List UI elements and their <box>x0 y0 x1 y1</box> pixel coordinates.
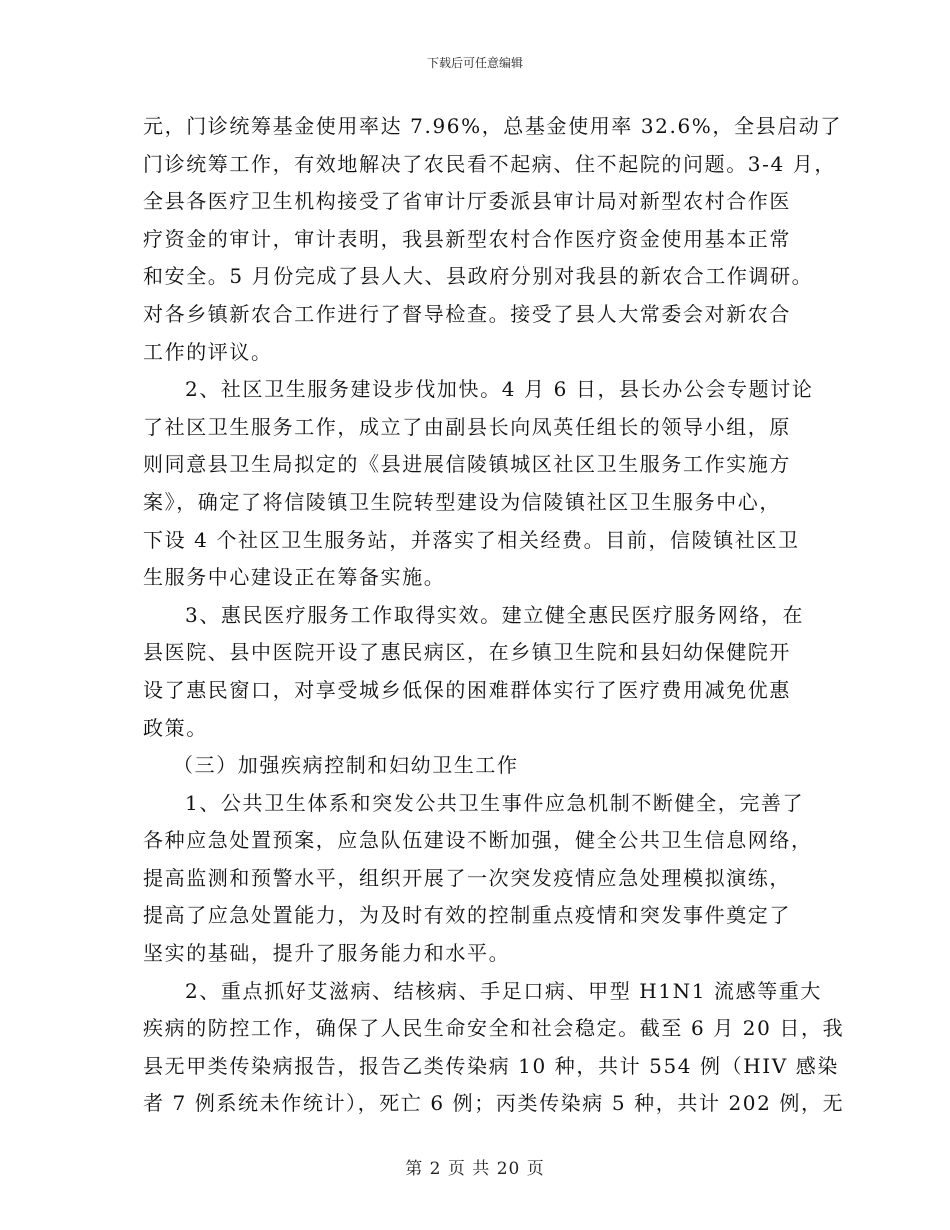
page-header: 下载后可任意编辑 <box>426 56 523 70</box>
text-line: 县无甲类传染病报告，报告乙类传染病 10 种，共计 554 例（HIV 感染 <box>143 1053 839 1078</box>
text-line: 设了惠民窗口，对享受城乡低保的困难群体实行了医疗费用减免优惠 <box>143 677 791 702</box>
text-line: 政策。 <box>143 715 208 740</box>
text-line: 坚实的基础，提升了服务能力和水平。 <box>143 941 511 966</box>
text-line: 2、社区卫生服务建设步伐加快。4 月 6 日，县长办公会专题讨论 <box>185 377 814 402</box>
text-line: 工作的评议。 <box>143 339 273 364</box>
text-line: 3、惠民医疗服务工作取得实效。建立健全惠民医疗服务网络，在 <box>185 602 805 627</box>
section-heading: （三）加强疾病控制和妇幼卫生工作 <box>173 753 519 778</box>
text-line: 提高了应急处置能力，为及时有效的控制重点疫情和突发事件奠定了 <box>143 903 791 928</box>
text-line: 1、公共卫生体系和突发公共卫生事件应急机制不断健全，完善了 <box>185 790 805 815</box>
text-line: 案》，确定了将信陵镇卫生院转型建设为信陵镇社区卫生服务中心， <box>143 489 781 514</box>
text-line: 疗资金的审计，审计表明，我县新型农村合作医疗资金使用基本正常 <box>143 226 791 251</box>
text-line: 对各乡镇新农合工作进行了督导检查。接受了县人大常委会对新农合 <box>143 301 791 326</box>
text-line: 各种应急处置预案，应急队伍建设不断加强，健全公共卫生信息网络， <box>143 828 813 853</box>
text-line: 县医院、县中医院开设了惠民病区，在乡镇卫生院和县妇幼保健院开 <box>143 640 791 665</box>
text-line: 元，门诊统筹基金使用率达 7.96%，总基金使用率 32.6%，全县启动了 <box>143 114 842 138</box>
page-footer: 第 2 页 共 20 页 <box>405 1159 545 1179</box>
text-line: 下设 4 个社区卫生服务站，并落实了相关经费。目前，信陵镇社区卫 <box>143 527 800 552</box>
text-line: 疾病的防控工作，确保了人民生命安全和社会稳定。截至 6 月 20 日，我 <box>143 1016 845 1041</box>
text-line: 全县各医疗卫生机构接受了省审计厅委派县审计局对新型农村合作医 <box>143 189 791 214</box>
text-line: 门诊统筹工作，有效地解决了农民看不起病、住不起院的问题。3-4 月， <box>143 151 836 176</box>
text-line: 则同意县卫生局拟定的《县进展信陵镇城区社区卫生服务工作实施方 <box>143 452 791 477</box>
text-line: 2、重点抓好艾滋病、结核病、手足口病、甲型 H1N1 流感等重大 <box>185 978 823 1003</box>
text-line: 提高监测和预警水平，组织开展了一次突发疫情应急处理模拟演练， <box>143 865 791 890</box>
text-line: 者 7 例系统未作统计），死亡 6 例；丙类传染病 5 种，共计 202 例，无 <box>143 1091 845 1116</box>
text-line: 生服务中心建设正在筹备实施。 <box>143 565 446 590</box>
document-body <box>143 108 845 1123</box>
text-line: 了社区卫生服务工作，成立了由副县长向凤英任组长的领导小组，原 <box>143 414 791 439</box>
text-line: 和安全。5 月份完成了县人大、县政府分别对我县的新农合工作调研。 <box>143 264 814 289</box>
